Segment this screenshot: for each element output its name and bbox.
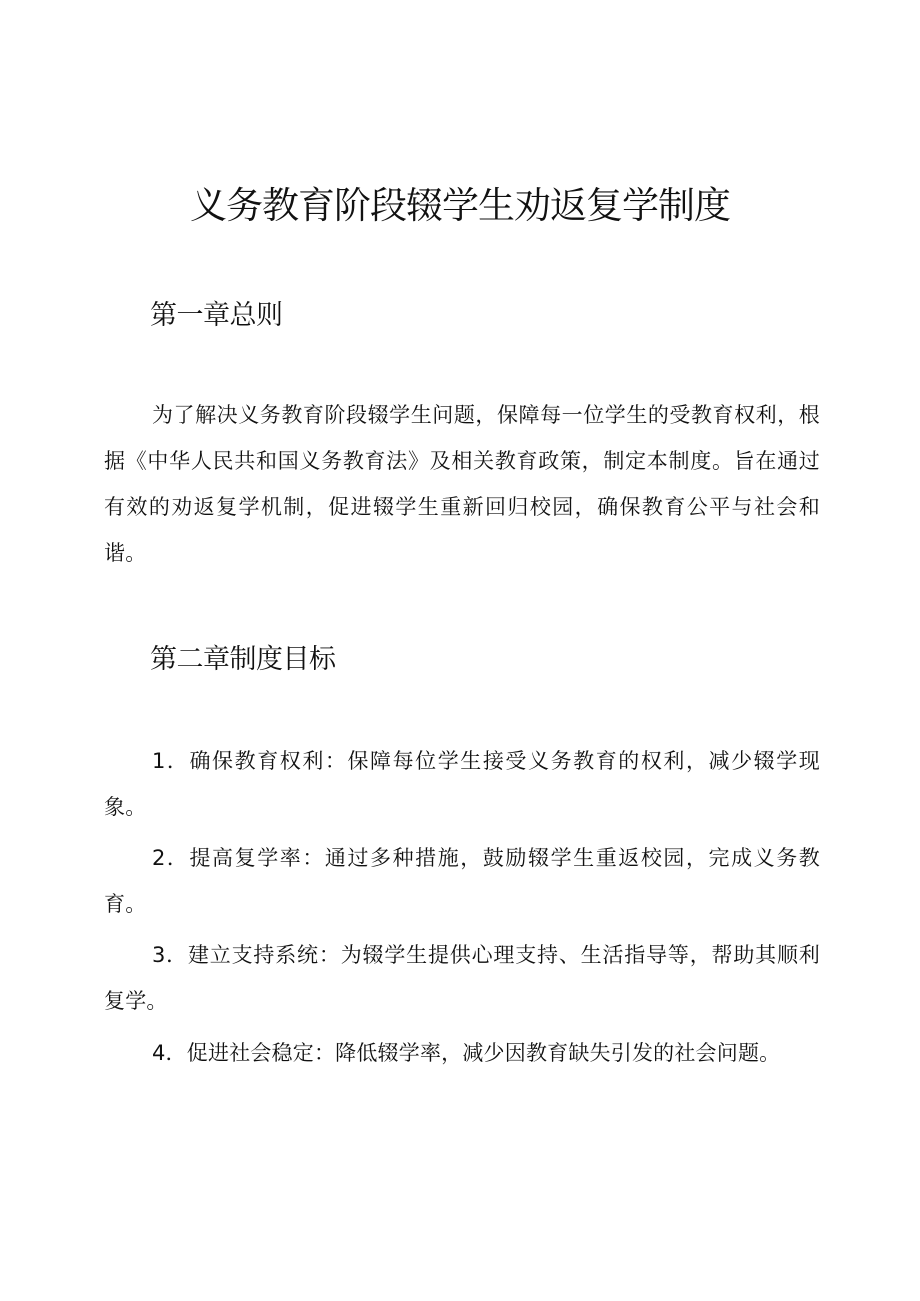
goal-item-2: 2．提高复学率：通过多种措施，鼓励辍学生重返校园，完成义务教育。	[104, 846, 820, 916]
chapter-2-heading: 第二章制度目标	[150, 644, 336, 675]
chapter-1-heading: 第一章总则	[150, 300, 283, 331]
chapter-1-paragraph: 为了解决义务教育阶段辍学生问题，保障每一位学生的受教育权利，根据《中华人民共和国义务教育法》及相关教育政策，制定本制度。旨在通过有效的劝返复学机制，促进辍学生重新回归校园，确保教育公平与社会和谐。	[104, 403, 820, 565]
goal-item-3: 3．建立支持系统：为辍学生提供心理支持、生活指导等，帮助其顺利复学。	[104, 943, 820, 1013]
goal-item-1: 1．确保教育权利：保障每位学生接受义务教育的权利，减少辍学现象。	[104, 749, 820, 819]
document-title: 义务教育阶段辍学生劝返复学制度	[190, 184, 730, 227]
goal-item-4: 4．促进社会稳定：降低辍学率，减少因教育缺失引发的社会问题。	[152, 1041, 781, 1065]
